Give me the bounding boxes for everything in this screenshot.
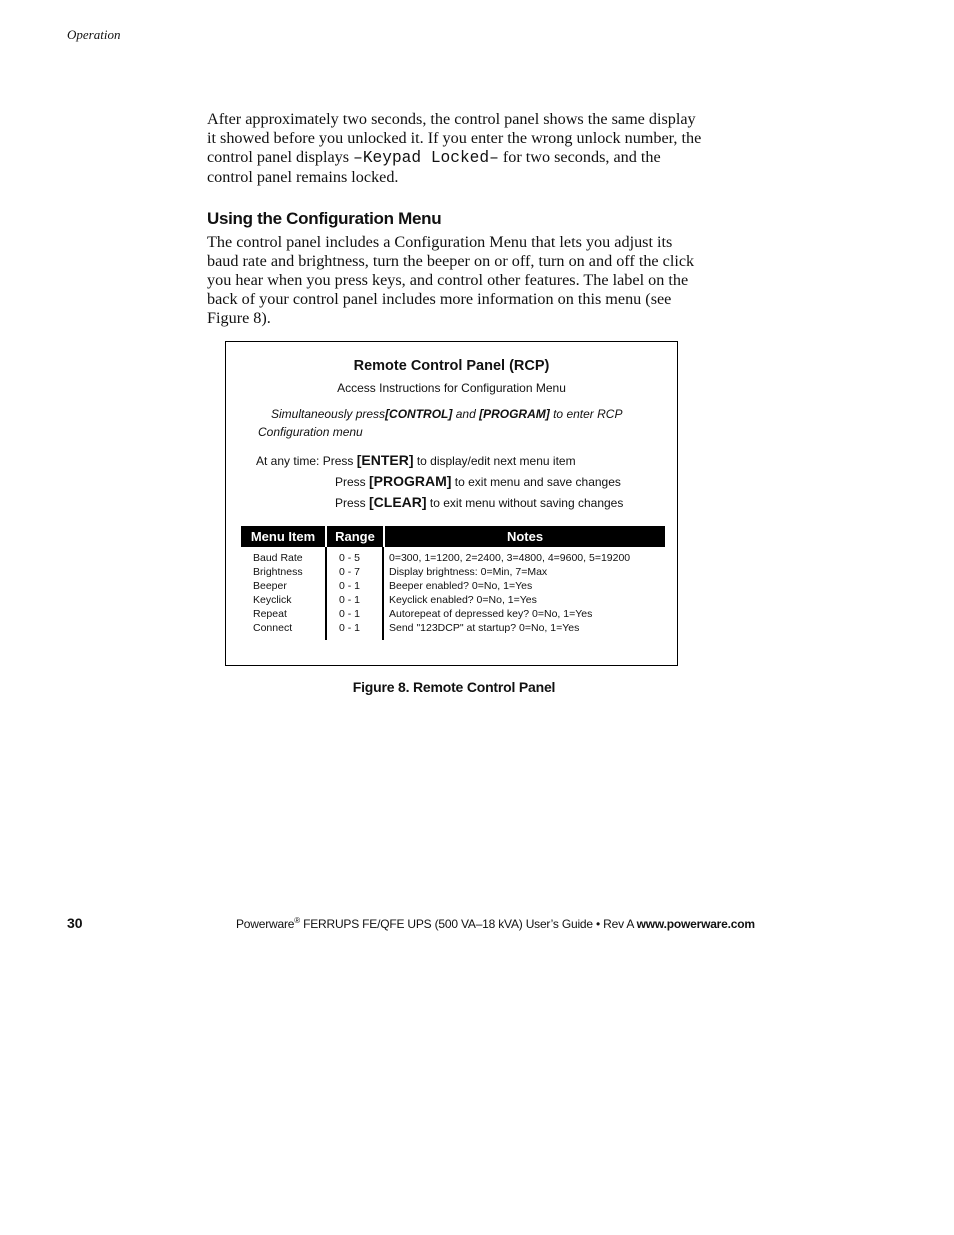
keypad-locked-code: –Keypad Locked– bbox=[353, 148, 499, 167]
running-head: Operation bbox=[67, 27, 121, 42]
column-divider bbox=[382, 547, 384, 640]
table-row-notes: Send "123DCP" at startup? 0=No, 1=Yes bbox=[389, 621, 580, 634]
table-row-range: 0 - 1 bbox=[339, 579, 361, 592]
clear-instruction bbox=[335, 494, 623, 510]
table-row-notes: Display brightness: 0=Min, 7=Max bbox=[389, 565, 548, 578]
clear-text: to exit menu without saving changes bbox=[426, 496, 624, 510]
enter-key-label: [ENTER] bbox=[356, 452, 414, 468]
notes-column bbox=[389, 552, 630, 635]
menu-table-header bbox=[241, 526, 665, 547]
enter-instruction bbox=[256, 452, 576, 468]
table-row-range: 0 - 7 bbox=[339, 565, 361, 578]
table-row-notes: 0=300, 1=1200, 2=2400, 3=4800, 4=9600, 5=19200 bbox=[389, 552, 631, 564]
simul-pre: Simultaneously press bbox=[271, 407, 386, 421]
table-row-range: 0 - 1 bbox=[339, 593, 361, 606]
figure-title: Remote Control Panel (RCP) bbox=[353, 358, 550, 374]
header-range: Range bbox=[335, 529, 375, 544]
table-row-item: Baud Rate bbox=[253, 552, 303, 564]
table-row-range: 0 - 1 bbox=[339, 621, 361, 634]
press-label: Press bbox=[335, 496, 370, 510]
anytime-label: At any time: Press bbox=[256, 454, 357, 468]
simul-mid: and bbox=[452, 407, 480, 421]
table-row-range: 0 - 5 bbox=[339, 552, 361, 564]
section-heading: Using the Configuration Menu bbox=[207, 209, 442, 228]
config-menu-paragraph: The control panel includes a Configuration Menu that lets you adjust its baud rate and brightness, turn the beeper on or off, turn on and off the click you hear when you press keys, and control other features. The label on the back of your control panel includes more information on this menu (see Figure 8). bbox=[207, 233, 695, 327]
figure-caption: Figure 8. Remote Control Panel bbox=[352, 679, 556, 695]
table-row-notes: Beeper enabled? 0=No, 1=Yes bbox=[389, 579, 533, 592]
control-key-label: [CONTROL] bbox=[385, 407, 453, 421]
footer-text: FERRUPS FE/QFE UPS (500 VA–18 kVA) User’s Guide • Rev A bbox=[299, 917, 637, 931]
simultaneous-instruction bbox=[271, 407, 622, 421]
page-number: 30 bbox=[67, 915, 83, 931]
press-label: Press bbox=[335, 475, 370, 489]
enter-text: to display/edit next menu item bbox=[413, 454, 576, 468]
program-key-label: [PROGRAM] bbox=[479, 407, 550, 421]
table-row-item: Keyclick bbox=[253, 593, 292, 606]
intro-paragraph bbox=[207, 110, 707, 187]
range-column bbox=[339, 552, 360, 635]
table-row-notes: Autorepeat of depressed key? 0=No, 1=Yes bbox=[389, 607, 593, 620]
clear-key-label: [CLEAR] bbox=[369, 494, 427, 510]
footer-brand: Powerware bbox=[236, 917, 295, 931]
footer bbox=[236, 916, 755, 931]
simul-post: to enter RCP bbox=[549, 407, 623, 421]
table-row-item: Repeat bbox=[253, 607, 287, 620]
table-row-item: Connect bbox=[253, 621, 293, 634]
registered-mark: ® bbox=[294, 916, 300, 925]
table-row-range: 0 - 1 bbox=[339, 607, 361, 620]
table-row-item: Beeper bbox=[253, 579, 287, 592]
para1-before: After approximately two seconds, the control panel shows the same display it showed before you unlocked it. If you enter the wrong unlock number, the control panel displays bbox=[207, 110, 702, 166]
para1-after: for two seconds, and the control panel remains locked. bbox=[207, 147, 661, 186]
footer-url: www.powerware.com bbox=[636, 917, 755, 931]
table-row-notes: Keyclick enabled? 0=No, 1=Yes bbox=[389, 593, 537, 606]
program-instruction bbox=[335, 473, 621, 489]
table-row-item: Brightness bbox=[253, 565, 303, 578]
rcp-figure bbox=[225, 341, 678, 666]
menu-item-column bbox=[253, 552, 303, 635]
program-exit-key-label: [PROGRAM] bbox=[369, 473, 452, 489]
column-divider bbox=[325, 547, 327, 640]
header-notes: Notes bbox=[506, 529, 544, 544]
figure-subtitle: Access Instructions for Configuration Menu bbox=[337, 381, 566, 395]
header-menu-item: Menu Item bbox=[250, 529, 316, 544]
simultaneous-instruction-line2: Configuration menu bbox=[258, 425, 363, 439]
program-text: to exit menu and save changes bbox=[451, 475, 621, 489]
